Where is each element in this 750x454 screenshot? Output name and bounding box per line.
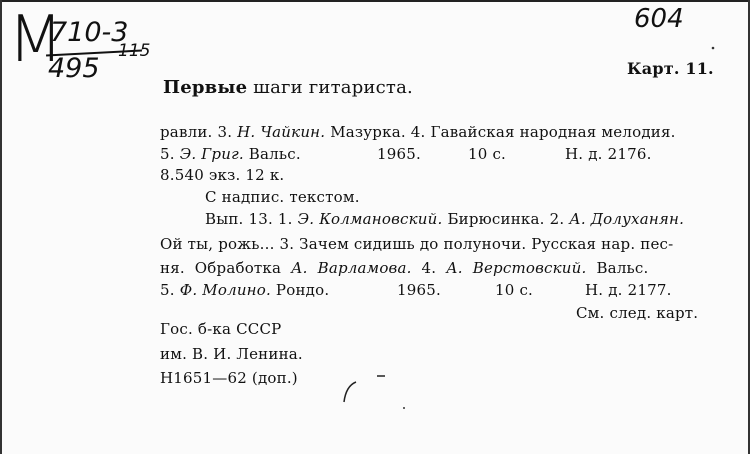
- card-left-border: [0, 0, 2, 454]
- contents-line-7: [160, 259, 648, 277]
- l1-text: равли. 3.: [160, 123, 238, 141]
- handwritten-code-top: 710-3: [50, 17, 129, 48]
- library-line-3: Н1651—62 (доп.): [160, 369, 298, 387]
- l1-rest: Мазурка. 4. Гавайская народная мелодия.: [325, 123, 676, 141]
- annotation-line: С надпис. текстом.: [205, 188, 360, 206]
- pencil-dot: [403, 407, 405, 409]
- l7-text: ня. Обработка: [160, 259, 292, 277]
- l2-author: Э. Григ.: [179, 145, 244, 163]
- contents-line-6: Ой ты, рожь... 3. Зачем сидишь до полуночи. Русская нар. пес-: [160, 235, 674, 253]
- plate-number-1: Н. д. 2176.: [565, 145, 652, 163]
- library-line-1: Гос. б-ка СССР: [160, 320, 282, 338]
- l5-author-1: Э. Колмановский.: [297, 210, 443, 228]
- see-next-card: См. след. карт.: [576, 304, 699, 322]
- l8-author: Ф. Молино.: [179, 281, 271, 299]
- ink-dot: [712, 47, 715, 50]
- l1-author: Н. Чайкин.: [237, 123, 326, 141]
- price-1: 10 с.: [468, 145, 507, 163]
- l5-text: Вып. 13. 1.: [205, 210, 298, 228]
- publication-year-2: 1965.: [397, 281, 441, 299]
- l7-rest: Вальс.: [586, 259, 649, 277]
- contents-line-1: [160, 123, 676, 141]
- library-line-2: им. В. И. Ленина.: [160, 345, 303, 363]
- card-number: Карт. 11.: [627, 59, 714, 78]
- contents-line-5: [205, 210, 684, 228]
- l5-author-2: А. Долуханян.: [569, 210, 685, 228]
- l7-arranger: А. Варламова.: [291, 259, 412, 277]
- handwritten-letter: М: [8, 3, 64, 77]
- handwritten-code-superscript: 115: [118, 41, 151, 61]
- plate-number-2: Н. д. 2177.: [585, 281, 672, 299]
- print-run-line: 8.540 экз. 12 к.: [160, 166, 285, 184]
- record-title: [163, 78, 413, 98]
- title-bold: Первые: [163, 77, 248, 98]
- l2-rest: Вальс.: [243, 145, 301, 163]
- publication-year-1: 1965.: [377, 145, 421, 163]
- card-top-border: [0, 0, 750, 2]
- l8-rest: Рондо.: [270, 281, 330, 299]
- l8-text: 5.: [160, 281, 180, 299]
- l7-author: А. Верстовский.: [446, 259, 587, 277]
- handwritten-code-bottom: 495: [48, 53, 100, 84]
- price-2: 10 с.: [495, 281, 534, 299]
- title-rest: шаги гитариста.: [247, 77, 413, 98]
- contents-line-8: [160, 281, 329, 299]
- pencil-stroke-curve: [344, 382, 356, 402]
- contents-line-2: [160, 145, 301, 163]
- l2-text: 5.: [160, 145, 180, 163]
- l5-rest: Бирюсинка. 2.: [442, 210, 570, 228]
- handwritten-card-number: 604: [634, 4, 684, 34]
- l7-num: 4.: [411, 259, 447, 277]
